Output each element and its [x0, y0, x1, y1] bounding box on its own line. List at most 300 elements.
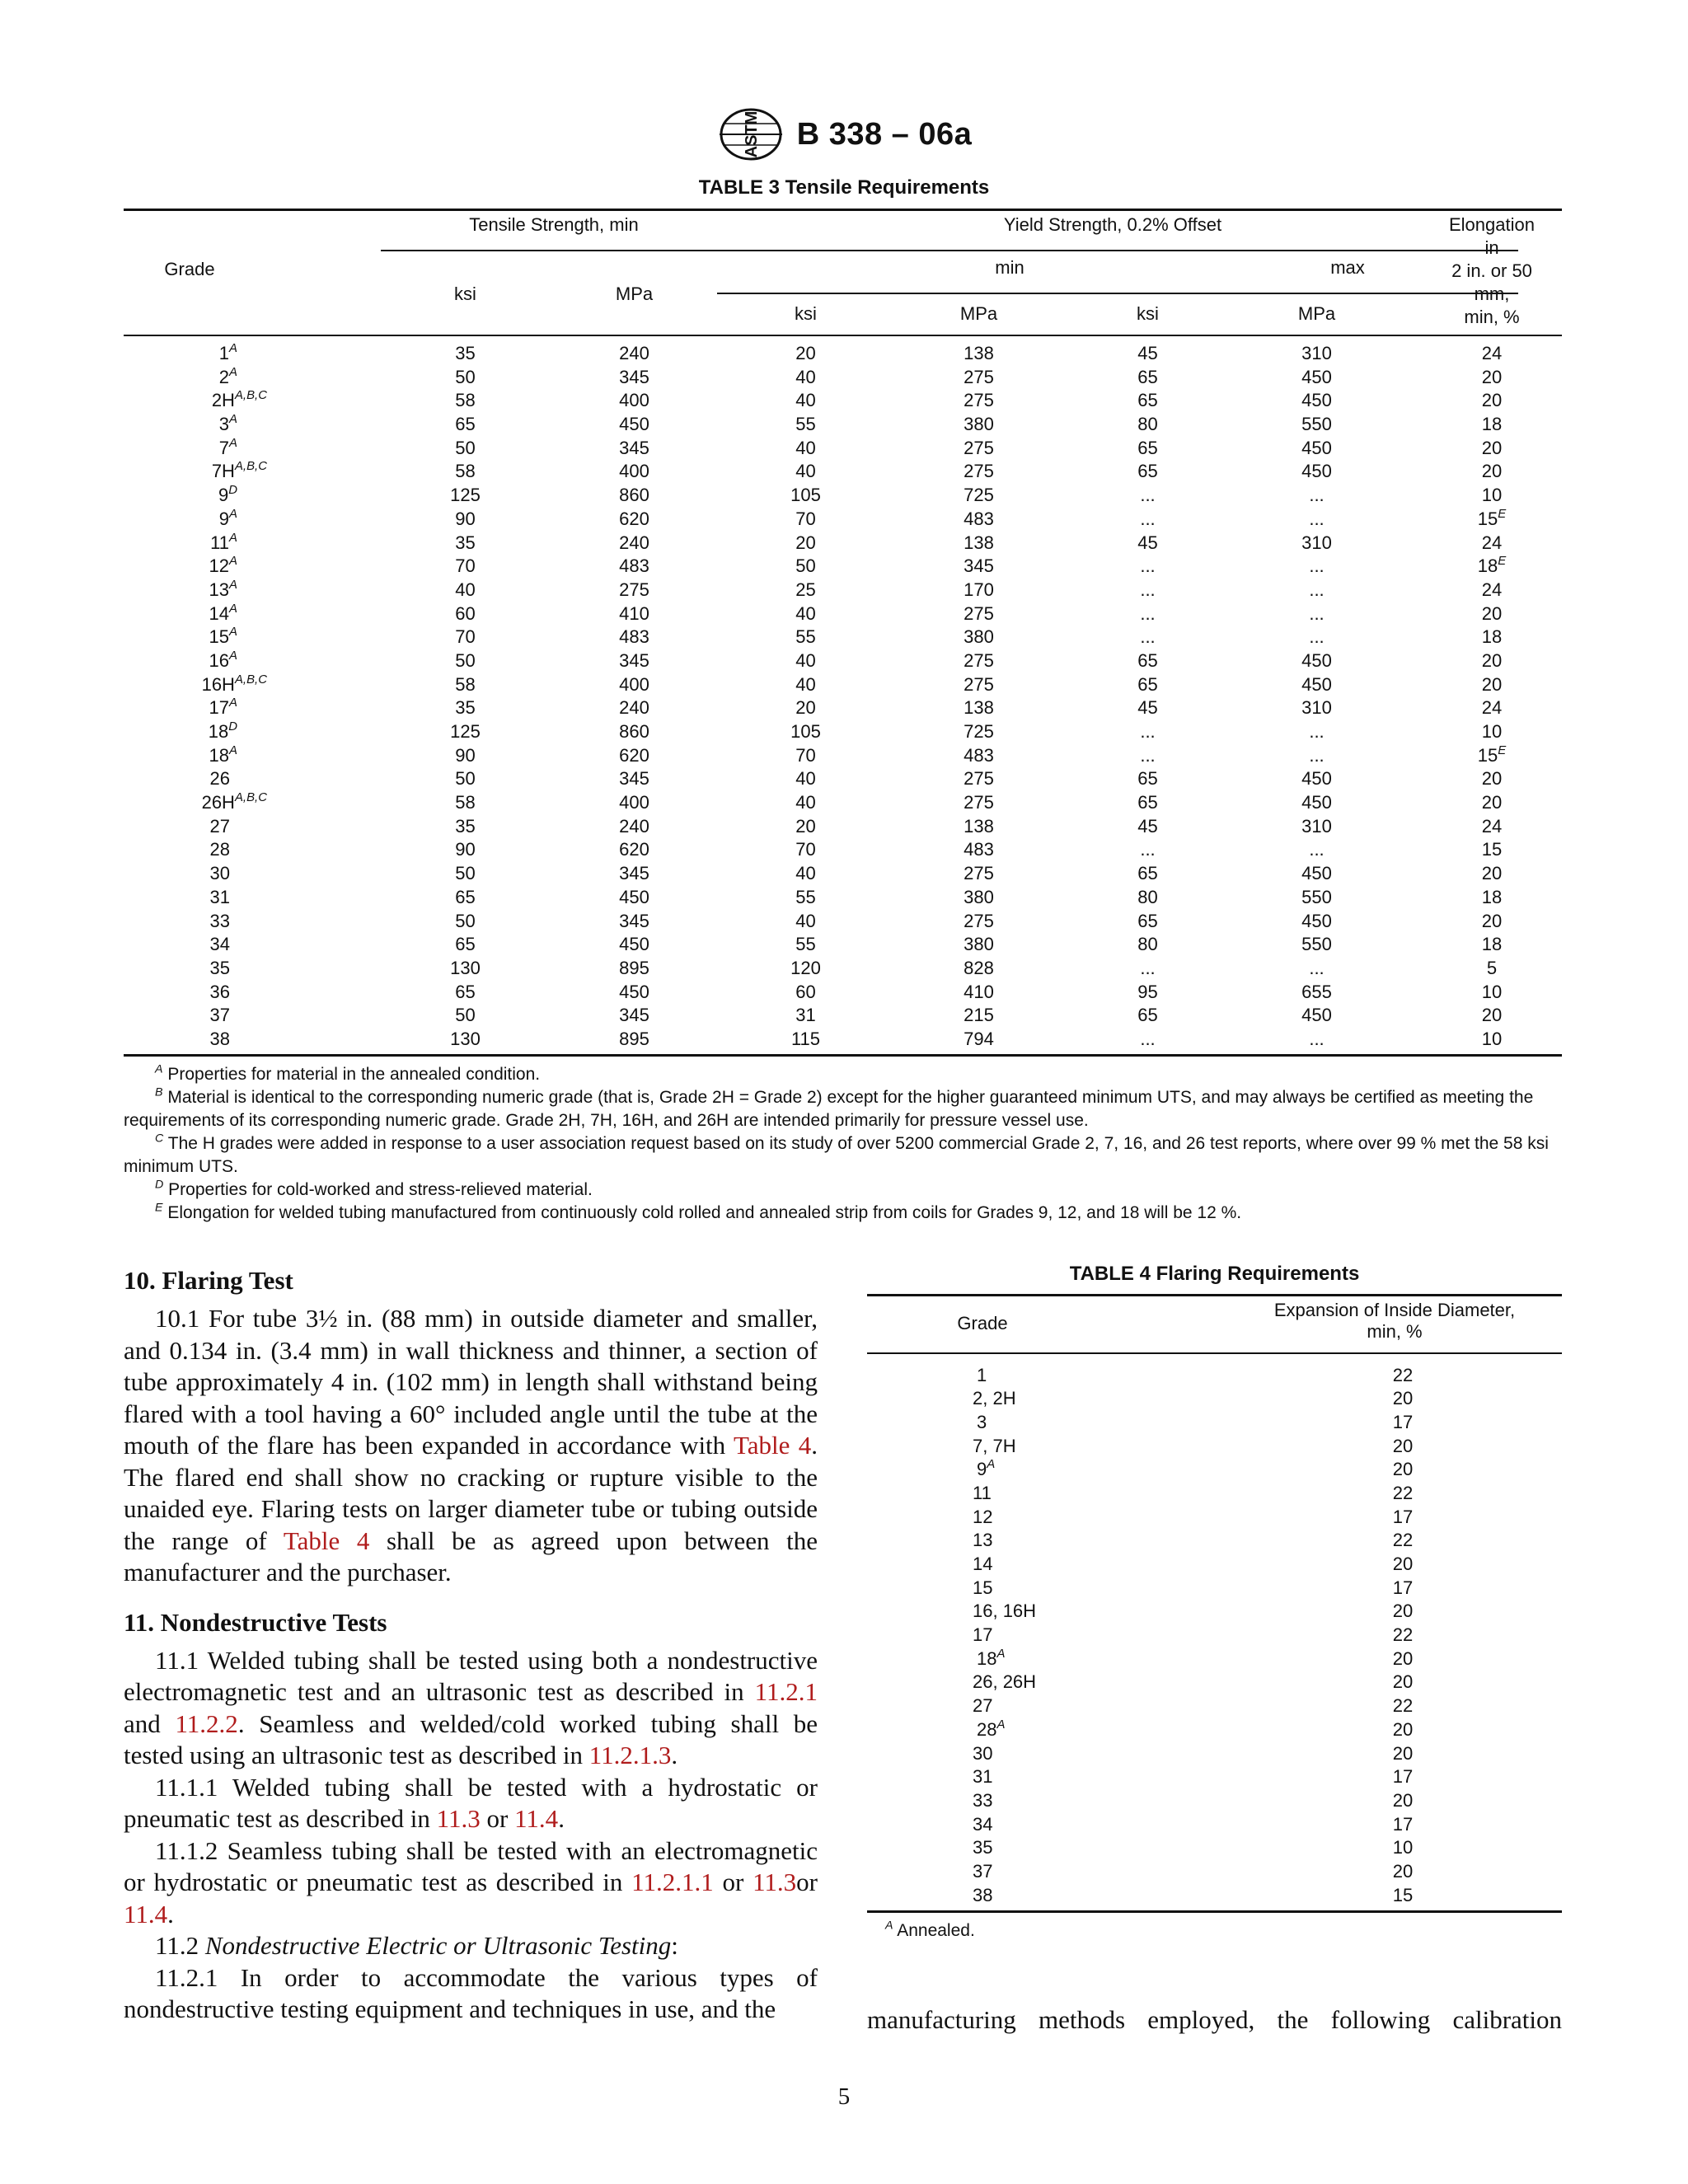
- elongation-value: 24: [1481, 697, 1503, 719]
- table-cell: ...: [1140, 839, 1156, 860]
- table-row: [867, 1529, 1562, 1553]
- text-run: 11.2: [155, 1931, 205, 1960]
- section-11-2-1-1-link[interactable]: 11.2.1.1: [631, 1868, 714, 1896]
- table4-link[interactable]: Table 4: [733, 1431, 812, 1460]
- expansion-value: 20: [1392, 1789, 1414, 1811]
- table-cell: ...: [1140, 555, 1156, 577]
- footnote-text: Properties for material in the annealed condition.: [167, 1065, 541, 1084]
- table-row: [867, 1742, 1562, 1766]
- table-cell: 45: [1137, 343, 1158, 363]
- grade-cell: [973, 1600, 1036, 1623]
- table-row: [867, 1600, 1562, 1624]
- footnote-mark: E: [1498, 743, 1507, 757]
- table-cell: 58: [455, 390, 476, 411]
- grade-cell: [124, 532, 237, 555]
- table4-header: [867, 1296, 1562, 1352]
- table-row: [867, 1506, 1562, 1530]
- grade-value: 9: [218, 508, 230, 529]
- grade-value: 13: [209, 579, 230, 600]
- table-cell: ...: [1140, 1028, 1156, 1049]
- table-cell: 895: [619, 1028, 649, 1049]
- table4-header-expansion: [1230, 1300, 1559, 1343]
- table-cell: 65: [1137, 461, 1158, 482]
- footnote-mark: C: [155, 1132, 164, 1146]
- table-row: [124, 649, 1562, 673]
- table-cell: ...: [1140, 744, 1156, 766]
- table-cell: ...: [1309, 1028, 1325, 1049]
- footnote-mark: E: [1498, 506, 1507, 521]
- table-cell: 65: [1137, 649, 1158, 671]
- grade-cell: [973, 1387, 1016, 1410]
- table-cell: 70: [455, 626, 476, 648]
- grade-value: 36: [209, 981, 230, 1002]
- table-cell: 45: [1137, 815, 1158, 837]
- text-run: or: [713, 1868, 753, 1896]
- text-run: 10.1 For tube 3½ in. (88 mm) in outside diameter and smaller, and 0.134 in. (3.4 mm) in wall thickness and thinner, a section of tube approximately 4 in. (102 mm) in length shall withstand being flared with a tool having a 60° included angle until the tube at the mouth of the flare has been expanded in accordance with: [124, 1304, 818, 1460]
- body-left-column: [124, 1265, 818, 2026]
- grade-value: 34: [209, 934, 230, 955]
- footnote-mark: A: [229, 364, 237, 379]
- table-cell: 65: [455, 886, 476, 907]
- elongation-cell: [1426, 366, 1558, 389]
- text-run: .: [558, 1804, 565, 1833]
- table-cell: 275: [964, 673, 994, 695]
- table-cell: ...: [1309, 721, 1325, 742]
- footnote-mark: A: [229, 601, 237, 616]
- table-cell: 310: [1301, 697, 1332, 719]
- table-cell: ...: [1309, 839, 1325, 860]
- grade-value: 14: [209, 602, 230, 624]
- table-row: [124, 673, 1562, 697]
- table-cell: 138: [964, 697, 994, 719]
- table-row: [867, 1482, 1562, 1506]
- table-row: [124, 1028, 1562, 1052]
- text-run: 11.1 Welded tubing shall be tested using both a nondestructive electromagnetic test and an ultrasonic test as described in: [124, 1645, 818, 1706]
- footnote-text: Elongation for welded tubing manufactured from continuously cold rolled and annealed strip from coils for Grades 9, 12, and 18 will be 12 %.: [167, 1203, 1242, 1222]
- table-cell: 125: [450, 721, 481, 742]
- grade-cell: [973, 1529, 992, 1552]
- footnote-mark: E: [1498, 554, 1507, 569]
- elongation-line: mm,: [1474, 284, 1510, 304]
- grade-cell: [124, 767, 230, 790]
- table-row: [124, 862, 1562, 886]
- table-row: [867, 1718, 1562, 1742]
- table4-footnote: [867, 1921, 1562, 1941]
- elongation-cell: [1426, 696, 1558, 719]
- table-cell: ...: [1309, 602, 1325, 624]
- text-run: and: [124, 1708, 176, 1738]
- elongation-value: 24: [1481, 815, 1503, 837]
- elongation-value: 20: [1481, 366, 1503, 387]
- table-cell: 450: [619, 414, 649, 435]
- text-run: . Seamless and welded/cold worked tubing shall be tested using an ultrasonic test as described in: [124, 1708, 818, 1769]
- grade-value: 31: [209, 886, 230, 907]
- table3-title: TABLE 3 Tensile Requirements: [698, 176, 990, 199]
- footnote-text: The H grades were added in response to a user association request based on its study of over 5200 commercial Grade 2, 7, 16, and 26 test reports, where over 99 % met the 58 ksi minimum UTS.: [124, 1134, 1549, 1176]
- section-11-4-link[interactable]: 11.4: [514, 1804, 559, 1833]
- grade-value: 18: [209, 744, 230, 766]
- elongation-value: 5: [1486, 957, 1498, 978]
- table-row: [867, 1884, 1562, 1908]
- expansion-value: 20: [1392, 1459, 1414, 1480]
- elongation-cell: [1426, 744, 1558, 767]
- expansion-value: 22: [1392, 1624, 1414, 1646]
- section11-paragraph-11-1-2: [124, 1835, 818, 1931]
- text-run: :: [671, 1931, 678, 1960]
- table-row: [124, 1004, 1562, 1028]
- grade-cell: [124, 579, 237, 602]
- table-cell: 65: [1137, 673, 1158, 695]
- footnote-mark: B: [155, 1085, 163, 1099]
- table-cell: 620: [619, 744, 649, 766]
- footnote-mark: A: [155, 1062, 163, 1076]
- table-row: [124, 720, 1562, 744]
- section-11-4-link[interactable]: 11.4: [124, 1899, 168, 1929]
- table-cell: 40: [795, 602, 816, 624]
- table-row: [867, 1789, 1562, 1813]
- table-cell: 275: [964, 768, 994, 790]
- grade-cell: [977, 1647, 1005, 1671]
- grade-cell: [973, 1435, 1016, 1458]
- table-cell: 40: [795, 649, 816, 671]
- footnote-mark: A: [987, 1457, 996, 1472]
- table3-header-ymax-mpa: MPa: [1297, 303, 1336, 324]
- grade-cell: [124, 910, 230, 933]
- grade-cell: [124, 744, 237, 767]
- section11-paragraph-11-1: [124, 1645, 818, 1772]
- grade-cell: [973, 1482, 992, 1505]
- grade-value: 1: [977, 1364, 987, 1385]
- grade-cell: [977, 1411, 987, 1434]
- elongation-cell: [1426, 720, 1558, 743]
- table-cell: 40: [795, 792, 816, 813]
- elongation-value: 10: [1481, 485, 1503, 506]
- grade-value: 7: [218, 437, 230, 458]
- table-cell: ...: [1140, 721, 1156, 742]
- grade-value: 15: [209, 626, 230, 648]
- grade-value: 27: [973, 1695, 993, 1717]
- section11-paragraph-11-2-1: 11.2.1 In order to accommodate the various types of nondestructive testing equipment and techniques in use, and the: [124, 1962, 818, 2023]
- table-cell: 275: [964, 910, 994, 931]
- grade-value: 26H: [201, 792, 235, 813]
- table-cell: 20: [795, 532, 816, 553]
- grade-value: 1: [218, 343, 230, 363]
- table-cell: 450: [1301, 863, 1332, 884]
- elongation-cell: [1426, 626, 1558, 649]
- grade-value: 7H: [211, 461, 235, 482]
- table-cell: 65: [455, 981, 476, 1002]
- footnote-mark: D: [155, 1178, 164, 1192]
- table4-link[interactable]: Table 4: [283, 1526, 370, 1555]
- grade-value: 30: [973, 1742, 993, 1764]
- table-cell: ...: [1309, 485, 1325, 506]
- table-cell: 40: [455, 579, 476, 600]
- table-cell: ...: [1140, 957, 1156, 978]
- section10-paragraph-10-1: [124, 1303, 818, 1589]
- expansion-value: 22: [1392, 1695, 1414, 1717]
- grade-value: 33: [973, 1789, 993, 1811]
- table-cell: 240: [619, 697, 649, 719]
- table-cell: 450: [1301, 649, 1332, 671]
- grade-value: 3: [977, 1411, 987, 1432]
- table-cell: ...: [1140, 579, 1156, 600]
- grade-cell: [124, 342, 237, 365]
- table-cell: 400: [619, 390, 649, 411]
- section-11-3-link[interactable]: 11.3: [753, 1868, 797, 1896]
- grade-value: 2, 2H: [973, 1388, 1016, 1409]
- table-cell: 65: [1137, 390, 1158, 411]
- table-cell: 50: [455, 649, 476, 671]
- grade-cell: [977, 1718, 1005, 1741]
- table-cell: 275: [964, 390, 994, 411]
- grade-cell: [973, 1577, 992, 1600]
- document-header: [0, 105, 1688, 163]
- elongation-cell: [1426, 791, 1558, 814]
- expansion-value: 20: [1392, 1671, 1414, 1693]
- elongation-cell: [1426, 767, 1558, 790]
- grade-value: 33: [209, 910, 230, 931]
- footnote: [124, 1202, 1562, 1225]
- elongation-value: 20: [1481, 673, 1503, 695]
- table-cell: 860: [619, 485, 649, 506]
- grade-value: 12: [973, 1506, 993, 1527]
- table-row: [124, 626, 1562, 649]
- grade-cell: [124, 673, 267, 696]
- grade-value: 16, 16H: [973, 1601, 1037, 1622]
- grade-value: 38: [973, 1884, 993, 1905]
- grade-value: 37: [209, 1005, 230, 1026]
- text-run: .: [167, 1899, 174, 1929]
- elongation-value: 15: [1481, 839, 1503, 860]
- grade-cell: [977, 1364, 987, 1387]
- grade-cell: [124, 957, 230, 980]
- text-run: 11.1.2 Seamless tubing shall be tested with an electromagnetic or hydrostatic or pneumatic test as described in: [124, 1835, 818, 1896]
- table-cell: 58: [455, 673, 476, 695]
- grade-value: 12: [209, 555, 230, 577]
- table-cell: 35: [455, 532, 476, 553]
- table-cell: 450: [1301, 437, 1332, 458]
- table-cell: 105: [790, 721, 821, 742]
- table-cell: 450: [1301, 366, 1332, 387]
- table-row: [124, 744, 1562, 768]
- grade-cell: [124, 791, 267, 814]
- expansion-value: 22: [1392, 1530, 1414, 1551]
- table-row: [867, 1458, 1562, 1482]
- grade-value: 35: [209, 957, 230, 978]
- table-row: [867, 1435, 1562, 1459]
- table-cell: 25: [795, 579, 816, 600]
- table-cell: 345: [619, 910, 649, 931]
- elongation-line: in: [1484, 237, 1499, 258]
- expansion-value: 20: [1392, 1554, 1414, 1574]
- table3-header-bottom-rule: [124, 335, 1562, 336]
- table-cell: 70: [795, 508, 816, 529]
- grade-value: 37: [973, 1860, 993, 1882]
- table-cell: 450: [1301, 768, 1332, 790]
- grade-value: 14: [973, 1554, 993, 1574]
- table-cell: 35: [455, 815, 476, 837]
- table-cell: 450: [619, 934, 649, 955]
- table3-header-tensile: Tensile Strength, min: [469, 214, 639, 235]
- table-row: [124, 791, 1562, 815]
- table-row: [867, 1860, 1562, 1884]
- grade-cell: [973, 1813, 992, 1836]
- table-cell: 345: [619, 768, 649, 790]
- table-cell: 138: [964, 815, 994, 837]
- table-row: [124, 366, 1562, 390]
- footnote-text: Material is identical to the corresponding numeric grade (that is, Grade 2H = Grade 2) except for the higher guaranteed minimum UTS, and may always be certified as meeting the requirements of its corresponding numeric grade. Grade 2H, 7H, 16H, and 26H are intended primarily for pressure vessel use.: [124, 1088, 1534, 1130]
- table-cell: 450: [1301, 390, 1332, 411]
- table-cell: 450: [1301, 673, 1332, 695]
- table3-header-ts-mpa: MPa: [615, 284, 654, 304]
- section-11-2-1-3-link[interactable]: 11.2.1.3: [588, 1741, 672, 1769]
- table3-header-yield-max: max: [1330, 257, 1365, 278]
- table3-header-rule-2: [717, 293, 1518, 294]
- table-cell: 125: [450, 485, 481, 506]
- table-row: [124, 957, 1562, 981]
- table-cell: 20: [795, 697, 816, 719]
- elongation-cell: [1426, 838, 1558, 861]
- table-row: [124, 910, 1562, 934]
- table-cell: 240: [619, 343, 649, 363]
- section11-heading: 11. Nondestructive Tests: [124, 1607, 387, 1637]
- table-cell: 80: [1137, 414, 1158, 435]
- table-row: [124, 389, 1562, 413]
- footnote: [124, 1086, 1562, 1132]
- table-cell: 90: [455, 744, 476, 766]
- table-cell: 450: [1301, 1005, 1332, 1026]
- table-cell: 620: [619, 508, 649, 529]
- elongation-value: 10: [1481, 721, 1503, 742]
- table-cell: 275: [619, 579, 649, 600]
- table-cell: 35: [455, 343, 476, 363]
- table-cell: 275: [964, 602, 994, 624]
- table-cell: 550: [1301, 934, 1332, 955]
- grade-cell: [124, 862, 230, 885]
- table-cell: 90: [455, 839, 476, 860]
- grade-value: 7, 7H: [973, 1435, 1016, 1456]
- table-cell: 90: [455, 508, 476, 529]
- elongation-cell: [1426, 389, 1558, 412]
- footnote-mark: A,B,C: [234, 672, 267, 687]
- table-cell: 70: [795, 744, 816, 766]
- document-designation: B 338 – 06a: [796, 116, 973, 152]
- elongation-cell: [1426, 957, 1558, 980]
- table-cell: 450: [1301, 910, 1332, 931]
- grade-cell: [124, 649, 237, 673]
- table-row: [867, 1411, 1562, 1435]
- grade-value: 27: [209, 815, 230, 837]
- grade-value: 16: [209, 649, 230, 671]
- table3-header-elongation: [1426, 213, 1558, 329]
- table-cell: 65: [1137, 366, 1158, 387]
- table-cell: 80: [1137, 886, 1158, 907]
- table-row: [124, 413, 1562, 437]
- elongation-cell: [1426, 862, 1558, 885]
- table-cell: 65: [455, 934, 476, 955]
- table-cell: 70: [455, 555, 476, 577]
- table-cell: 40: [795, 437, 816, 458]
- table-cell: ...: [1140, 602, 1156, 624]
- grade-cell: [124, 602, 237, 626]
- grade-cell: [124, 389, 267, 412]
- table-cell: 80: [1137, 934, 1158, 955]
- elongation-cell: [1426, 933, 1558, 956]
- grade-cell: [124, 933, 230, 956]
- grade-value: 18: [208, 721, 229, 742]
- table-cell: 240: [619, 532, 649, 553]
- table-cell: ...: [1140, 508, 1156, 529]
- table-cell: 40: [795, 910, 816, 931]
- table-row: [124, 484, 1562, 508]
- grade-cell: [973, 1836, 992, 1859]
- table-cell: 65: [1137, 437, 1158, 458]
- elongation-value: 15: [1477, 744, 1498, 766]
- footnote-mark: A: [229, 506, 237, 521]
- grade-cell: [124, 626, 237, 649]
- grade-value: 2H: [211, 390, 235, 411]
- elongation-value: 18: [1481, 934, 1503, 955]
- section-11-2-1-link[interactable]: 11.2.1: [754, 1677, 818, 1706]
- grade-cell: [124, 484, 237, 507]
- expansion-value: 10: [1392, 1837, 1414, 1858]
- table3-header-grade: Grade: [164, 259, 215, 279]
- table-cell: 58: [455, 461, 476, 482]
- expansion-value: 20: [1392, 1388, 1414, 1409]
- expansion-value: 17: [1392, 1766, 1414, 1788]
- grade-cell: [973, 1884, 992, 1907]
- elongation-value: 20: [1481, 437, 1503, 458]
- table-row: [867, 1836, 1562, 1860]
- footnote-text: Properties for cold-worked and stress-relieved material.: [168, 1180, 593, 1199]
- table-cell: 40: [795, 366, 816, 387]
- table-cell: 120: [790, 957, 821, 978]
- elongation-line: min, %: [1464, 307, 1520, 327]
- section-11-3-link[interactable]: 11.3: [436, 1804, 481, 1833]
- table-cell: 400: [619, 792, 649, 813]
- expansion-value: 17: [1392, 1813, 1414, 1835]
- grade-value: 18: [977, 1647, 997, 1669]
- section-11-2-2-link[interactable]: 11.2.2: [175, 1708, 238, 1738]
- table-cell: 65: [1137, 863, 1158, 884]
- table4-header-expansion-line: Expansion of Inside Diameter,: [1273, 1300, 1516, 1320]
- table3-header-rule-1: [381, 250, 1518, 251]
- table-cell: 450: [1301, 461, 1332, 482]
- table-cell: 55: [795, 934, 816, 955]
- expansion-value: 15: [1392, 1884, 1414, 1905]
- grade-cell: [124, 555, 237, 578]
- elongation-value: 20: [1481, 602, 1503, 624]
- table-row: [124, 886, 1562, 910]
- grade-value: 31: [973, 1766, 993, 1788]
- elongation-cell: [1426, 649, 1558, 673]
- table-cell: 483: [964, 508, 994, 529]
- table-row: [124, 815, 1562, 839]
- elongation-cell: [1426, 413, 1558, 436]
- table-cell: 105: [790, 485, 821, 506]
- table-cell: 130: [450, 957, 481, 978]
- table-cell: 55: [795, 886, 816, 907]
- table-cell: 40: [795, 673, 816, 695]
- table-row: [867, 1553, 1562, 1577]
- table-cell: 70: [795, 839, 816, 860]
- grade-cell: [124, 720, 237, 743]
- grade-value: 38: [209, 1028, 230, 1049]
- elongation-value: 20: [1481, 792, 1503, 813]
- elongation-cell: [1426, 484, 1558, 507]
- table-cell: ...: [1140, 626, 1156, 648]
- grade-cell: [124, 508, 237, 531]
